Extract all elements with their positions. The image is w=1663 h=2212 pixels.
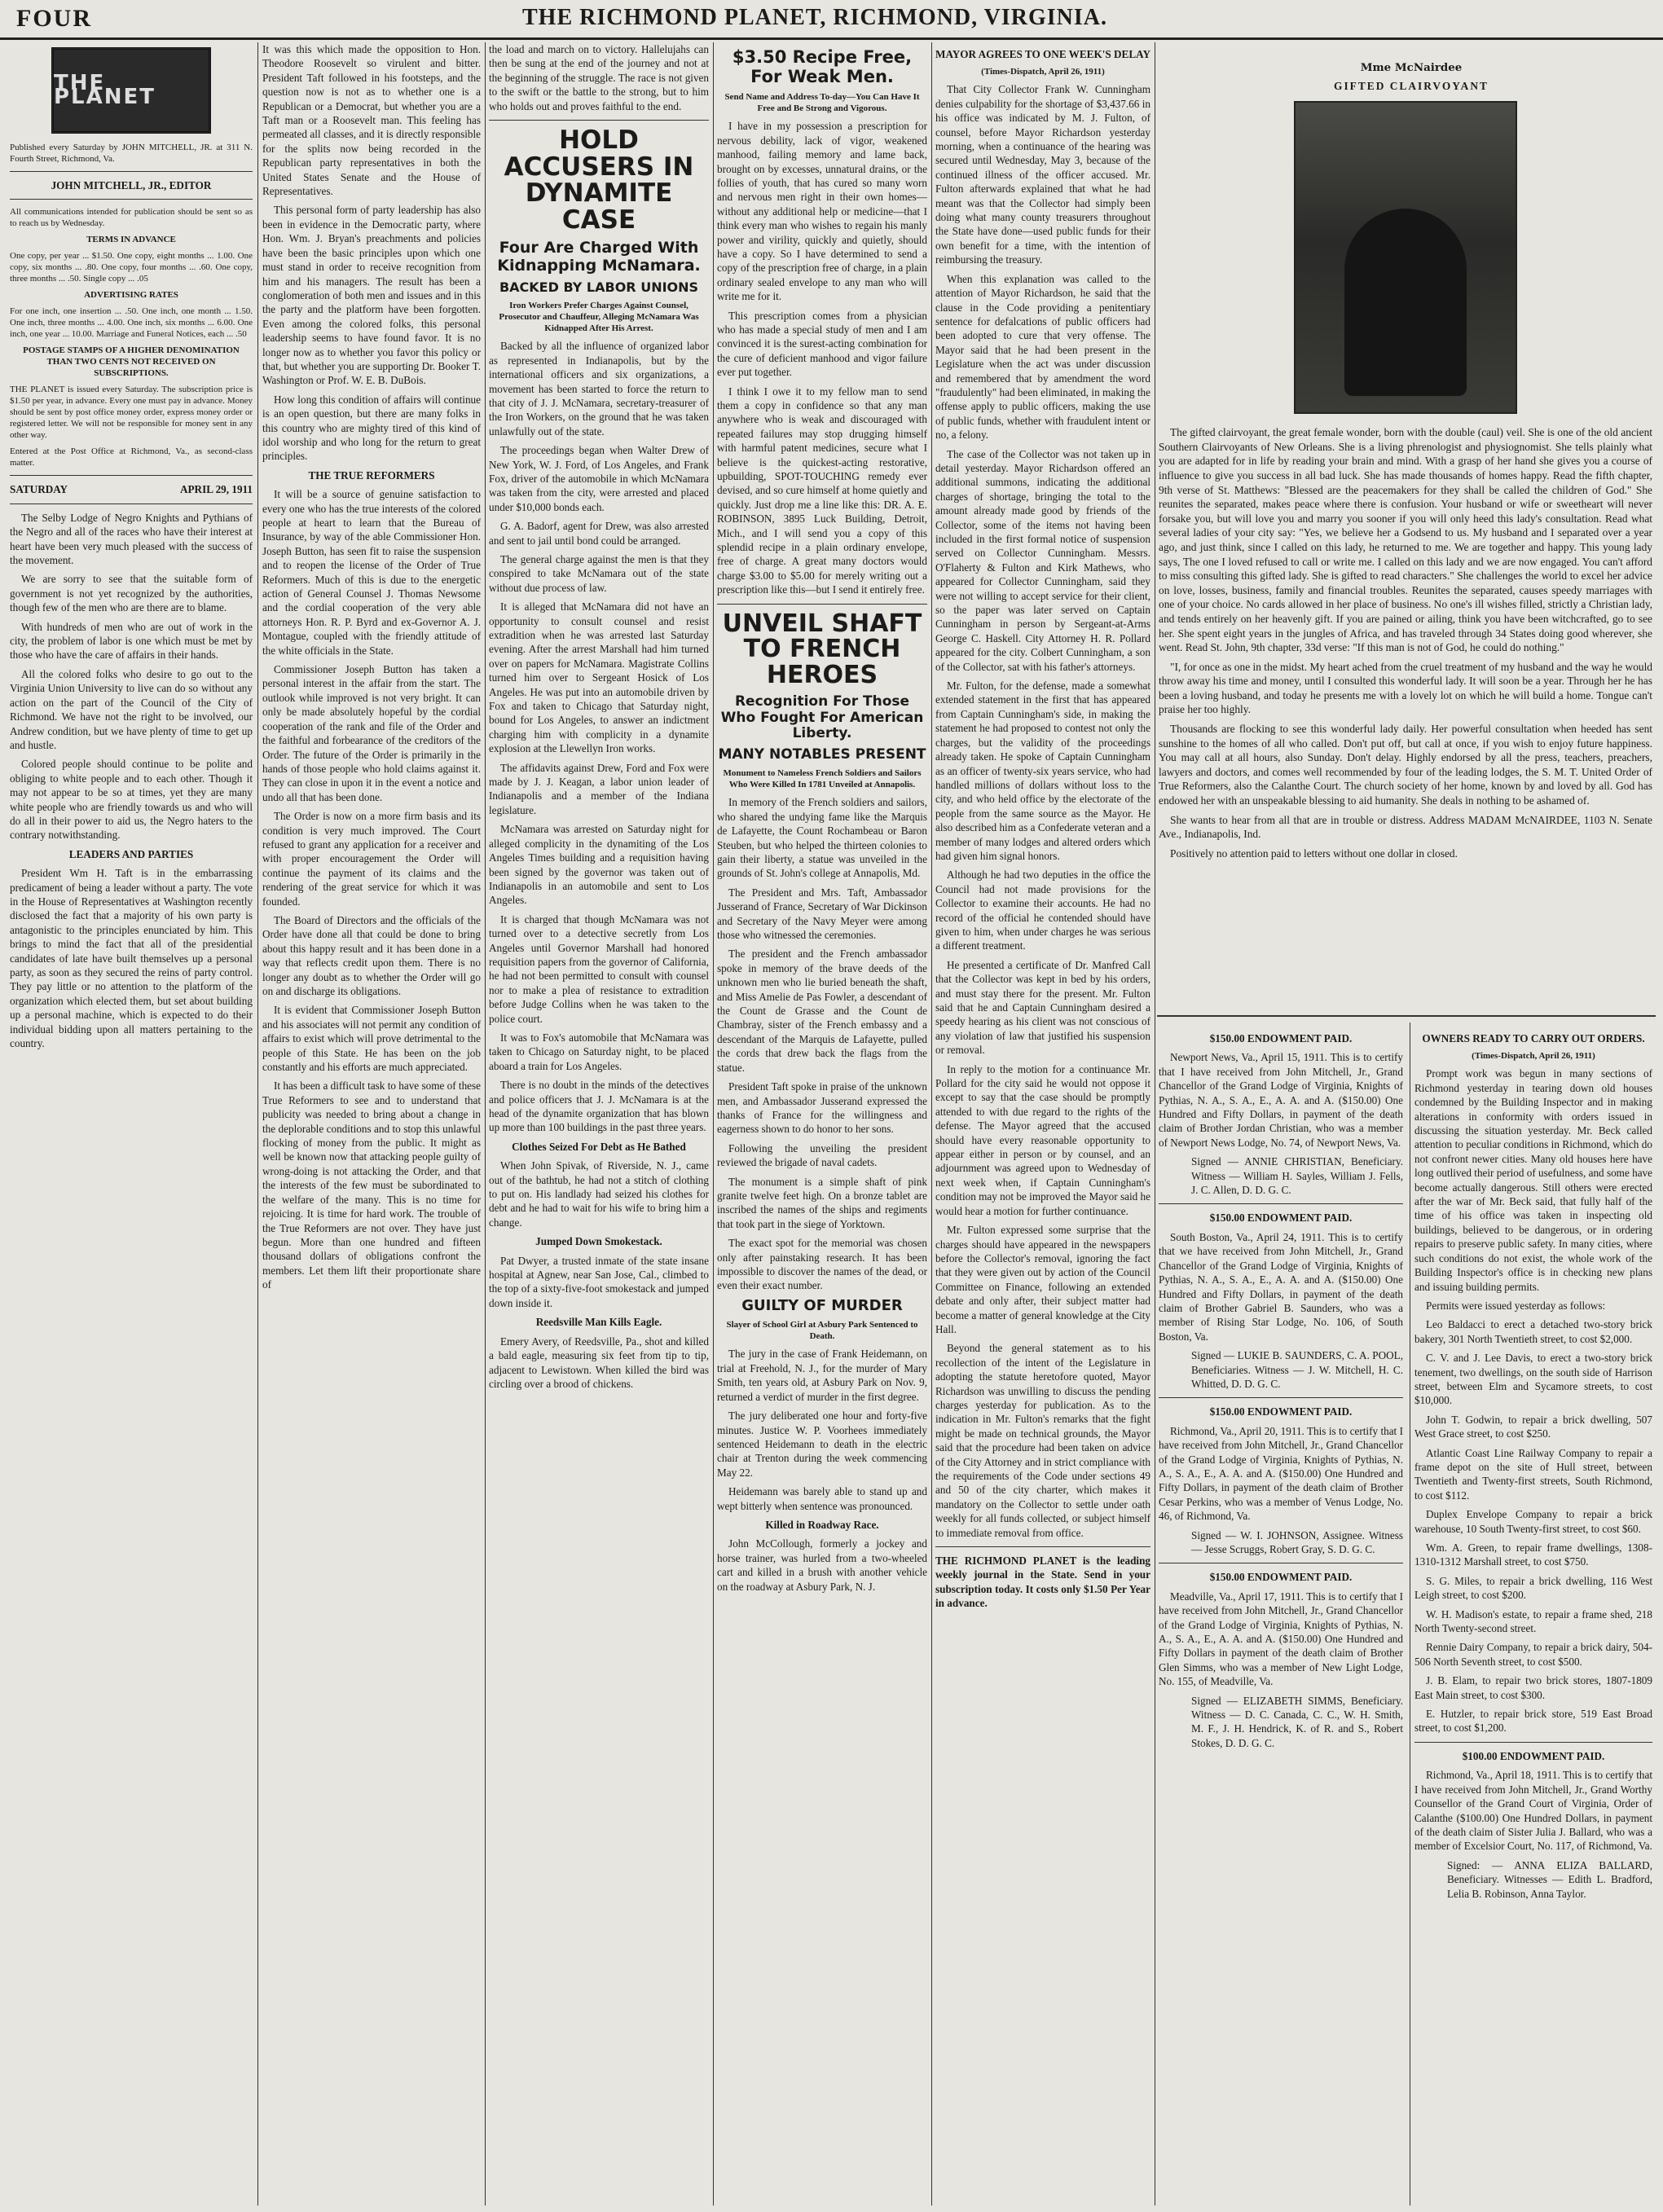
permit-item: Leo Baldacci to erect a detached two-story brick bakery, 301 North Twentieth street, to cost $2,000. [1414,1318,1652,1345]
editorial-paragraph: The Board of Directors and the officials of the Order have done all that could be done to bring about this happy result and it has been done in a way that reflects credit upon them. There is no longer any doubt as to whether the Order will go on and discharge its obligations. [262,913,481,997]
subheadline: MANY NOTABLES PRESENT [718,745,926,763]
editorial-paragraph: President Wm H. Taft is in the embarrassing predicament of being a leader without a party. The vote in the House of Representatives at Washington recently disclosed the fact that a majority of his own party is antagonistic to the principles enunciated by him. This brings to mind the fact that all of the presidential candidates of late have built themselves up a personal party, as soon as they secured the reins of party control. They pay little or no attention to the platform of the organization which elected them, but set about building up a personal machine, which is expected to do their individual bidding upon all matters pertaining to the country. [10,867,253,1050]
article-paragraph: The general charge against the men is that they conspired to take McNamara out of the state without due process of law. [489,552,709,594]
issue-date [10,482,253,496]
article-heading: Clothes Seized For Debt as He Bathed [512,1140,686,1153]
ad-paragraph: Thousands are flocking to see this wonderful lady daily. Her powerful consultation when heeded has sent sunshine to the homes of all who called. Don't put off, but call at once, if you wish to enjoy future happiness. You may call at all hours, also Sunday. Don't delay. Highly endorsed by all the press, teachers, preachers, lawyers and doctors, and comes well recommended by four of the leading lodges, the S. M. T. United Order of True Reformers, also the Calanthe Court. The church society of her home, known by and loved by all. God has endowed her with an unspeakable blessing to aid humanity. She deals in nothing to be ashamed of. [1159,723,1652,807]
ad-subtitle: GIFTED CLAIRVOYANT [1334,79,1489,92]
portrait-figure [1344,209,1467,396]
editorial-paragraph: We are sorry to see that the suitable form of government is not yet recognized by the authorities, though few of the men who are there are to blame. [10,573,253,614]
divider [10,199,253,200]
article-paragraph: It is alleged that McNamara did not have an opportunity to consult counsel and resist extradition when he was arrested last Saturday evening. After the arrest Marshall had him turned over on papers for McNamara. Magistrate Collins turned him over to Sergeant Hosick of Los Angeles. He was put into an automobile driven by Fox and taken to Chicago that Saturday night, bound for Los Angeles, to answer an indictment charging him with complicity in a dynamite explosion at the Llewellyn Iron works. [489,600,709,755]
endowment-signature: Signed — ELIZABETH SIMMS, Beneficiary. Witness — D. C. Canada, C. C., W. H. Smith, M. F., J. H. Hendrick, K. of R. and S., Robert Stokes, D. D. G. C. [1191,1694,1403,1749]
endowment-paragraph: Meadville, Va., April 17, 1911. This is to certify that I have received from John Mitchell, Jr., Grand Chancellor of the Grand Lodge of Virginia, Knights of Pythias, N. A., S. A., E., A. A. and A. ($150.00) One Hundred and Fifty Dollars in payment of the death claim of Brother Glen Simms, who was a member of New Light Lodge, No. 155, of Meadville, Va. [1159,1590,1403,1688]
terms-heading: TERMS IN ADVANCE [86,235,176,245]
article-paragraph: The case of the Collector was not taken up in detail yesterday. Mayor Richardson offered an additional summons, indicating the additional charges of shortage, bringing the total to the amount already made good by friends of the Collector, some of the items not having been included in the first formal notice of suspension served on Collector Cunningham. Messrs. O'Flaherty & Fulton and Kirk Mathews, who appeared for Collector Cunningham, said they were not willing to accept service for their client, so the paper was later served on Captain Cunningham in person by Sergeant-at-Arms George C. Haskell. City Attorney H. R. Pollard appeared for the city. Colbert Cunningham, a son of the Collector, sat with his father's attorneys. [935,447,1150,673]
article-paragraph: When John Spivak, of Riverside, N. J., came out of the bathtub, he had not a stitch of clothing to put on. His landlady had seized his clothes for debt and he had to wait for his wife to bring him a change. [489,1159,709,1229]
article-paragraph: The jury deliberated one hour and forty-five minutes. Justice W. P. Voorhees immediately sentenced Heidemann to death in the electric chair at Trenton during the week commencing May 22. [717,1409,927,1479]
permit-item: E. Hutzler, to repair brick store, 519 East Broad street, to cost $1,200. [1414,1708,1652,1735]
endowment-heading: $100.00 ENDOWMENT PAID. [1462,1749,1605,1762]
article-paragraph: McNamara was arrested on Saturday night for alleged complicity in the dynamiting of the Los Angeles Times building and a requisition having been signed by the governor was taken out of Indianapolis in an automobile and sent to Los Angeles. [489,823,709,907]
article-paragraph: The monument is a simple shaft of pink granite twelve feet high. On a bronze tablet are inscribed the names of the ships and regiments that took part in the siege of Yorktown. [717,1175,927,1230]
divider [935,1546,1150,1547]
endowment-paragraph: Newport News, Va., April 15, 1911. This is to certify that I have received from John Mitchell, Jr., Grand Chancellor of the Grand Lodge of Virginia, Knights of Pythias, N. A., S. A., E., A. A. and A. ($150.00) One Hundred and Fifty Dollars, in payment of the death claim of Brother Jordan Christian, who was a member of Newport News Lodge, No. 74, of Newport News, Va. [1159,1051,1403,1149]
headline: GUILTY OF MURDER [741,1296,903,1314]
endowment-heading: $150.00 ENDOWMENT PAID. [1209,1032,1353,1044]
endowment-heading: $150.00 ENDOWMENT PAID. [1209,1571,1353,1584]
editorial-paragraph: The Order is now on a more firm basis and its condition is very much improved. The Court refused to grant any application for a receiver and with proper encouragement the Order will continue the payment of its claims and the rendering of the great service for which it was founded. [262,810,481,908]
article-paragraph: Pat Dwyer, a trusted inmate of the state insane hospital at Agnew, near San Jose, Cal., climbed to the top of a sixty-five-foot smokestack and jumped down inside it. [489,1254,709,1309]
editorial-paragraph: It will be a source of genuine satisfaction to every one who has the true interests of the colored people at heart to learn that the Bureau of Insurance, by way of the able Commissioner Hon. Joseph Button, has seen fit to raise the suspension and to reopen the license of the Order of True Reformers. Much of this is due to the energetic action of General Counsel J. Thomas Newsome and the cordial cooperation of the very able attorneys Hon. R. P. Byrd and ex-Governor A. J. Montague, coupled with the friendly attitude of the white officials in the State. [262,488,481,657]
terms-list: One copy, per year ... $1.50. One copy, eight months ... 1.00. One copy, six months ... .80. One copy, four months ... .60. One copy, three months ... .50. Single copy ... .05 [10,251,253,284]
subheadline: BACKED BY LABOR UNIONS [499,279,699,295]
editorial-paragraph: Colored people should continue to be polite and obliging to white people and to each other. Though it may not appear to be so at times, yet they are many white people who are friendly towards us and who will do all in their power to aid us, the Negro haters to the contrary notwithstanding. [10,758,253,842]
endowment-paragraph: Richmond, Va., April 18, 1911. This is to certify that I have received from John Mitchell, Jr., Grand Worthy Counsellor of the Grand Court of Virginia, Order of Calanthe ($100.00) One Hundred Dollars, in payment of the death claim of Sister Julia J. Ballard, who was a member of Excelsior Court, No. 117, of Richmond, Va. [1414,1769,1652,1853]
editorial-paragraph: It has been a difficult task to have some of these True Reformers to see and to understand that publicity was needed to bring about a change in the deplorable conditions and to stop this unlawful flocking of money from the public. It might as well be known now that attacking people guilty of wrong-doing is not attacking the Order, and that the interests of the few must be subordinated to the welfare of the many. This is no time for rejoicing. It is time for hard work. The trouble of the True Reformers are not over. They have just begun. More than one hundred and fifteen thousand dollars of obligations confront the members. Let them lift their proportionate share of [262,1080,481,1291]
editorial-paragraph: How long this condition of affairs will continue is an open question, but there are many folks in this country who are mighty tired of this kind of idol worship and who long for the return to great principles. [262,393,481,463]
permit-item: C. V. and J. Lee Davis, to erect a two-story brick tenement, two dwellings, on the south side of Harrison street, between Elm and Sycamore streets, to cost $10,000. [1414,1352,1652,1407]
article-heading: Jumped Down Smokestack. [535,1235,662,1248]
column-5 [935,42,1150,2205]
issue-day: SATURDAY [10,483,68,496]
clairvoyant-ad [1159,61,1652,1010]
article-paragraph: the load and march on to victory. Hallelujahs can then be sung at the end of the journey and not at the beginning of the struggle. The race is not given to the swift or the battle to the strong, but to him who holds out and proves faithful to the end. [489,43,709,112]
endowment-signature: Signed — LUKIE B. SAUNDERS, C. A. POOL, Beneficiaries. Witness — J. W. Mitchell, H. C. Whitted, D. D. G. C. [1191,1349,1403,1390]
planet-logo: THE PLANET [51,47,211,134]
editorial-paragraph: This personal form of party leadership has also been in evidence in the Democratic party, where Hon. Wm. J. Bryan's preachments and policies have been the basic principles upon which one must stand in order to receive recognition from him and his managers. The result has been a conglomeration of both men and issues and in this the party and the platform have been forgotten. Even among the colored folks, this personal leadership seems to have found favor. It is no longer now as to whether you favor this policy or that, but whether you are supporting Dr. Booker T. Washington or Prof. W. E. B. DuBois. [262,204,481,387]
endowment-paragraph: Richmond, Va., April 20, 1911. This is to certify that I have received from John Mitchell, Jr., Grand Chancellor of the Grand Lodge of Virginia, Knights of Pythias, N. A., S. A., E., A. A. and A. ($150.00) One Hundred and Fifty Dollars, in payment of the death claim of Brother Cesar Perkins, who was a member of Venus Lodge, No. 46, of Richmond, Va. [1159,1424,1403,1523]
article-paragraph: Mr. Fulton, for the defense, made a somewhat extended statement in the first that has appeared from Captain Cunningham's side, in making the statement he had proposed to contest not only the charges, but the validity of the proceedings already taken. He spoke of Captain Cunningham as an officer of twenty-six years service, who had handled millions of dollars without loss to the city, and who held office by the electorate of the people from the same source as the Mayor. He also described him as a Confederate veteran and a member of many lodges and altered orders which had given him signal honors. [935,679,1150,862]
column-4 [717,42,927,2205]
article-paragraph: Heidemann was barely able to stand up and wept bitterly when sentence was pronounced. [717,1485,927,1512]
permit-item: Wm. A. Green, to repair frame dwellings, 1308-1310-1312 Marshall street, to cost $750. [1414,1541,1652,1568]
editorial-paragraph: The Selby Lodge of Negro Knights and Pythians of the Negro and all of the races who have their interest at heart have been very much pleased with the success of the movement. [10,511,253,567]
endowment-signature: Signed — W. I. JOHNSON, Assignee. Witness — Jesse Scruggs, Robert Gray, S. D. G. C. [1191,1528,1403,1555]
subheadline: Four Are Charged With Kidnapping McNamara. [497,239,701,275]
issue-date-value: APRIL 29, 1911 [179,483,253,496]
headline: UNVEIL SHAFT TO FRENCH HEROES [722,609,922,689]
section-rule [1157,1015,1656,1017]
ad-paragraph: She wants to hear from all that are in trouble or distress. Address MADAM McNAIRDEE, 1103 N. Senate Ave., Indianapolis, Ind. [1159,813,1652,841]
article-paragraph: Beyond the general statement as to his recollection of the intent of the Legislature in adopting the statute heretofore quoted, Mayor Richardson was unwilling to discuss the pending charges yesterday for publication. As to the indication in Mr. Fulton's remarks that the fight might be made on technical grounds, the Mayor said that the procedure had been taken on advice of the City Attorney and in strict compliance with the requirements of the Code under sections 49 and 50 of the city charter, which makes it mandatory on the Collector to settle under oath weekly for all funds collected, or subject himself to immediate removal from office. [935,1342,1150,1539]
editorial-paragraph: All the colored folks who desire to go out to the Virginia Union University to live can do so without any action on the part of the Council of the City of Richmond. We have not the right to be involved, our Andrew condition, but we have plenty of time to get up and hustle. [10,667,253,751]
article-heading: THE TRUE REFORMERS [308,468,435,482]
subscription-ad: THE RICHMOND PLANET is the leading weekly journal in the State. Send in your subscription today. It costs only $1.50 Per Year in advance. [935,1555,1150,1610]
article-paragraph: The jury in the case of Frank Heidemann, on trial at Freehold, N. J., for the murder of Mary Smith, ten years old, at Asbury Park on Nov. 9, returned a verdict of murder in the first degree. [717,1348,927,1403]
portrait-photo [1294,101,1517,414]
ad-paragraph: I think I owe it to my fellow man to send them a copy in confidence so that any man anywhere who is weak and discouraged with repeated failures may stop drugging himself with harmful patent medicines, secure what I believe is the quickest-acting restorative, upbuilding, SPOT-TOUCHING remedy ever devised, and so cure himself at home quietly and quickly. Just drop me a line like this: DR. A. E. ROBINSON, 3895 Luck Building, Detroit, Mich., and I will send you a copy of this splendid recipe in a plain ordinary envelope, free of charge. A great many doctors would charge $3.00 to $5.00 for merely writing out a prescription like this—but I send it entirely free. [717,385,927,596]
column-7 [1414,1027,1652,2205]
article-paragraph: When this explanation was called to the attention of Mayor Richardson, he said that the clause in the Code providing a penitentiary sentence for defalcations of public officers had been adopted to cure that very offense. The Mayor said that he had been present in the Legislature when the act was under discussion and remembered that by amendment the word "fraudulently" had been eliminated, in making the offense apply to public officers, making the use of public funds, whether with fraudulent intent or no, a felony. [935,272,1150,442]
article-paragraph: G. A. Badorf, agent for Drew, was also arrested and sent to jail until bond could be arranged. [489,520,709,547]
divider [489,120,709,121]
advertising-heading: ADVERTISING RATES [84,290,178,301]
article-paragraph: President Taft spoke in praise of the unknown men, and Ambassador Jusserand expressed the thanks of France for the willingness and eagerness shown to do honor to her sons. [717,1080,927,1136]
ad-paragraph: I have in my possession a prescription for nervous debility, lack of vigor, weakened manhood, failing memory and lame back, brought on by excesses, unnatural drains, or the follies of youth, that has cured so many worn and nervous men right in their own homes—without any additional help or medicine—that I think every man who wishes to regain his manly power and virility, quickly and quietly, should have a copy. So I have determined to send a copy of the prescription free of charge, in a plain ordinary sealed envelope to any man who will write me for it. [717,120,927,303]
permit-item: Rennie Dairy Company, to repair a brick dairy, 504-506 North Seventh street, to cost $500. [1414,1641,1652,1668]
permit-item: S. G. Miles, to repair a brick dwelling, 116 West Leigh street, to cost $200. [1414,1574,1652,1602]
column-3 [489,42,709,2205]
entered-notice: Entered at the Post Office at Richmond, Va., as second-class matter. [10,446,253,468]
permit-item: Duplex Envelope Company to repair a brick warehouse, 10 South Twenty-first street, to cost $60. [1414,1508,1652,1535]
article-paragraph: That City Collector Frank W. Cunningham denies culpability for the shortage of $3,437.66 in his office was indicated by M. J. Fulton, of counsel, before Mayor Richardson yesterday morning, when a continuance of the hearing was secured until Wednesday, May 3, because of the continued illness of the officer accused. Mr. Fulton afterwards explained that what he had meant was that the Collector had simply been doing what many county treasurers throughout the State have done—used public funds for their own benefit for a time, with the intention of reimbursing the treasury. [935,83,1150,266]
article-paragraph: There is no doubt in the minds of the detectives and police officers that J. J. McNamara is at the head of the dynamite organization that has blown up more than 100 buildings in the past three years. [489,1079,709,1134]
publisher-note: Published every Saturday by JOHN MITCHELL, JR. at 311 N. Fourth Street, Richmond, Va. [10,143,253,164]
article-paragraph: Although he had two deputies in the office the Council had not made provisions for the Collector to examine their accounts. He had no record of the official he contended should have given to him, when under charges he was serious a different treatment. [935,869,1150,952]
divider [717,604,927,605]
article-heading: LEADERS AND PARTIES [68,847,194,860]
column-2 [262,42,481,2205]
endowment-signature: Signed — ANNIE CHRISTIAN, Beneficiary. Witness — William H. Sayles, William J. Fells, J. C. Allen, D. D. G. C. [1191,1155,1403,1197]
divider [10,171,253,172]
endowment-paragraph: South Boston, Va., April 24, 1911. This is to certify that we have received from John Mitchell, Jr., Grand Chancellor of the Grand Lodge of Virginia, Knights of Pythias, N. A., S. A., E., A. A. and A. ($150.00) One Hundred and Fifty Dollars, in payment of the death claim of Brother Gabriel B. Saunders, who was a member of Rising Star Lodge, No. 106, of South Boston, Va. [1159,1230,1403,1343]
editorial-paragraph: It was this which made the opposition to Hon. Theodore Roosevelt so virulent and bitter. President Taft followed in his footsteps, and the question now is not as to whether one is a Republican or a Democrat, but whether you are a Taft man or a Roosevelt man. This feeling has permeated all classes, and it is directly responsible for the splits now being recorded in the Republican party representatives in both the United States Senate and the House of Representatives. [262,43,481,198]
endowment-heading: $150.00 ENDOWMENT PAID. [1209,1212,1353,1225]
article-paragraph: He presented a certificate of Dr. Manfred Call that the Collector was kept in bed by his orders, and must stay there for the present. Mr. Fulton said that he and Captain Cunningham desired a speedy hearing as his client was not conscious of any violation of law that justified his suspension or removal. [935,958,1150,1057]
article-heading: Reedsville Man Kills Eagle. [535,1316,662,1329]
page-number: FOUR [16,5,92,32]
endowment-signature: Signed: — ANNA ELIZA BALLARD, Beneficiary. Witnesses — Edith L. Bradford, Lelia B. Robinson, Anna Taylor. [1447,1858,1652,1900]
communications-notice: All communications intended for publication should be sent so as to reach us by Wednesday. [10,207,253,229]
permit-item: W. H. Madison's estate, to repair a frame shed, 218 North Twenty-second street. [1414,1607,1652,1635]
ad-paragraph: "I, for once as one in the midst. My heart ached from the cruel treatment of my husband and the way he would throw away his time and money, until I consulted this wonderful lady. It will soon be a year. Through her he has been a loving husband, and today he presents me with a lovely lot on which he will build a home. Tongue can't praise her too highly. [1159,660,1652,716]
article-paragraph: Prompt work was begun in many sections of Richmond yesterday in tearing down old houses condemned by the Building Inspector and in making alterations in conformity with orders issued in discussing the situation yesterday. Mr. Beck called attention to peculiar conditions in Richmond, which do not confront newer cities. Many old houses here have long outlived their period of usefulness, and some have become actually dangerous. Still others were erected after the war of Mr. Beck said, that fully half of the time of his office was taken in inspecting old buildings, believed to be dangerous, or in ordering repairs to preserve public safety. In many cities, where such conditions do not exist, the whole work of the Building Inspector's office is in checking new plans and issuing building permits. [1414,1067,1652,1293]
masthead [0,0,1663,40]
permit-item: Atlantic Coast Line Railway Company to repair a frame depot on the site of Hull street, between Twentieth and Twenty-first streets, South Richmond, to cost $112. [1414,1446,1652,1502]
headline: OWNERS READY TO CARRY OUT ORDERS. [1422,1032,1645,1044]
article-paragraph: John McCollough, formerly a jockey and horse trainer, was hurled from a two-wheeled cart and killed in a brush with another vehicle on the roadway at Asbury Park, N. J. [717,1537,927,1593]
divider [1159,1397,1403,1398]
column-1 [10,42,253,2205]
editor-line: JOHN MITCHELL, JR., EDITOR [51,179,212,191]
column-rule [257,42,258,2205]
permit-item: J. B. Elam, to repair two brick stores, 1807-1809 East Main street, to cost $300. [1414,1674,1652,1701]
article-paragraph: It is charged that though McNamara was not turned over to a detective secretly from Los Angeles until Governor Marshall had honored requisition papers from the governor of California, he had not been permitted to consult with counsel nor to make a plea of resistance to extradition before Judge Collins when he was taken to the police court. [489,913,709,1025]
ad-paragraph: This prescription comes from a physician who has made a special study of men and I am convinced it is the surest-acting combination for the cure of deficient manhood and vigor failure ever put together. [717,309,927,379]
ad-paragraph: Positively no attention paid to letters without one dollar in closed. [1170,847,1458,860]
article-paragraph: The affidavits against Drew, Ford and Fox were made by J. J. Keagan, a labor union leader of Indianapolis and a member of the Indiana legislature. [489,761,709,816]
article-paragraph: In memory of the French soldiers and sailors, who shared the undying fame like the Marquis de Lafayette, the Count Rochambeau or Baron Steuben, but who helped the thirteen colonies to gain their liberty, a statue was unveiled in the grounds of St. John's college at Annapolis, Md. [717,796,927,880]
ad-subheadline: Send Name and Address To-day—You Can Have It Free and Be Strong and Vigorous. [724,92,920,114]
article-heading: Killed in Roadway Race. [765,1518,879,1531]
editorial-paragraph: It is evident that Commissioner Joseph Button and his associates will not permit any condition of affairs to exist which will prove detrimental to the people of this State. He has been on the job constantly and his efforts are much appreciated. [262,1004,481,1074]
article-paragraph: The president and the French ambassador spoke in memory of the brave deeds of the unknown men who lie buried beneath the shaft, and Miss Amelie de Pas Fowler, a descendant of the Count de Grasse and the Count de Chambray, sister of the French embassy and a descendant of the Marquis de Lafayette, pulled the cords that drew back the flags from the statue. [717,948,927,1074]
editorial-paragraph: With hundreds of men who are out of work in the city, the problem of labor is one which must be met by those who have the care of affairs in their hands. [10,620,253,662]
article-paragraph: The proceedings began when Walter Drew of New York, W. J. Ford, of Los Angeles, and Frank Fox, driver of the automobile in which McNamara was taken from the city, were arrested and placed under $10,000 bonds each. [489,444,709,513]
article-paragraph: Emery Avery, of Reedsville, Pa., shot and killed a bald eagle, measuring six feet from tip to tip, adjacent to Lewistown. When killed the bird was circling over a brood of chickens. [489,1335,709,1390]
editorial-paragraph: Commissioner Joseph Button has taken a personal interest in the affair from the start. The outlook while improved is not very bright. It can only be made absolutely hopeful by the cordial cooperation of the rank and file of the Order and the faithful and forbearance of the creditors of the Order. The future of the Order is primarily in the hands of those people who hold claims against it. They can close in upon it in the event a notice and undo all that has been done. [262,663,481,803]
ad-title: Mme McNairdee [1360,61,1463,74]
ad-paragraph: The gifted clairvoyant, the great female wonder, born with the double (caul) veil. She is one of the old ancient Southern Clairvoyants of New Orleans. She is a living phrenologist and physiognomist. She tells plainly what you are adapted for in life by reading your brain and mind. With a grasp of her hand she gives you a course of influence to give you success in all bad luck. She has made thousands of homes happy. Read the fifth chapter, 9th verse of St. Matthews: "Blessed are the peacemakers for they shall be called the children of God." She reunites the separated, makes peace where there is confusion. Your husband or wife or sweetheart will never forsake you, but will love you and marry you sooner if you will only heed this lady's consultation. Read what several ladies of your city say: "Yes, we believe her a Godsend to us. My husband and I separated over a year ago, and just think, since I called on this lady, he returned to me. We are together and happy. This young lady says, The one I loved refused to call or write me. I called on this lady and we are now engaged. You can't afford to miss consulting this gifted lady. She is gifted to read characters." She challenges the world to excel her advice on love, losses, business, family and financial troubles. Reunites the separated, causes speedy marriages with one of your choice. No cards allowed in her place of business. No one's ill wishes filled, strictly a Christian lady, and tends entirely on her heavenly gift. If you are pained or ailing, think you have been witchcrafted, go to see her. She spent eight years in the jungles of Africa, and has traveled through 34 States doing good wherever, she went. Read St. John, 9th chapter, 33d verse: "If this man is not of God, he could do nothing." [1159,426,1652,654]
article-paragraph: Mr. Fulton expressed some surprise that the charges should have appeared in the newspapers before the Collector's removal, ignoring the fact that they were given out by action of the Council Committee on Finance, following an extended debate and only after, their subject matter had become a matter of general knowledge at the City Hall. [935,1224,1150,1335]
masthead-title: THE RICHMOND PLANET, RICHMOND, VIRGINIA. [521,5,1107,30]
article-paragraph: Backed by all the influence of organized labor as represented in Indianapolis, but by the international officers and six organizations, a movement has been started to force the return to that city of J. J. McNamara, secretary-treasurer of the Iron Workers, on the ground that he was taken unlawfully out of the state. [489,340,709,438]
dateline: (Times-Dispatch, April 26, 1911) [981,67,1105,77]
article-paragraph: It was to Fox's automobile that McNamara was taken to Chicago on Saturday night, to be placed aboard a train for Los Angeles. [489,1031,709,1072]
endowment-column [1159,1027,1403,2205]
dateline: (Times-Dispatch, April 26, 1911) [1472,1051,1595,1062]
column-rule [713,42,714,2205]
advertising-rates: For one inch, one insertion ... .50. One inch, one month ... 1.50. One inch, three months ... 4.00. One inch, six months ... 6.00. One inch, one year ... 10.00. Marriage and Funeral Notices, each ... .50 [10,306,253,340]
article-paragraph: The exact spot for the memorial was chosen only after painstaking research. It has been impossible to discover the names of the dead, or even their exact number. [717,1237,927,1292]
deck: Iron Workers Prefer Charges Against Counsel, Prosecutor and Chauffeur, Alleging McNamara Was Kidnapped After His Arrest. [499,301,699,334]
article-paragraph: The President and Mrs. Taft, Ambassador Jusserand of France, Secretary of War Dickinson and Secretary of the Navy Meyer were among those who witnessed the ceremonies. [717,886,927,942]
article-paragraph: Permits were issued yesterday as follows: [1426,1299,1606,1312]
column-rule [931,42,932,2205]
deck: Slayer of School Girl at Asbury Park Sentenced to Death. [726,1320,918,1342]
subheadline: Recognition For Those Who Fought For American Liberty. [720,693,924,742]
divider [1414,1742,1652,1743]
headline: HOLD ACCUSERS IN DYNAMITE CASE [504,125,694,235]
postage-notice: POSTAGE STAMPS OF A HIGHER DENOMINATION THAN TWO CENTS NOT RECEIVED ON SUBSCRIPTIONS. [23,345,240,379]
divider [1159,1203,1403,1204]
article-paragraph: In reply to the motion for a continuance Mr. Pollard for the city said he would not oppose it except to say that the case should be promptly attended to with due regard to the rights of the defense. The Mayor agreed that the accused should have every reasonable opportunity to appear either in person or by counsel, and an adjournment was agreed upon to Wednesday of next week when, if Captain Cunningham's condition may not be improved the Mayor said he would hear a motion for further continuance. [935,1062,1150,1217]
column-rule [485,42,486,2205]
endowment-heading: $150.00 ENDOWMENT PAID. [1209,1405,1353,1418]
ad-headline: $3.50 Recipe Free, For Weak Men. [732,47,913,87]
headline: MAYOR AGREES TO ONE WEEK'S DELAY [935,48,1150,60]
divider [10,475,253,476]
planet-notice: THE PLANET is issued every Saturday. The subscription price is $1.50 per year, in advance. Every one must pay in advance. Money should be sent by post office money order, express money order or registered letter. We will not be responsible for money sent in any other way. [10,385,253,441]
deck: Monument to Nameless French Soldiers and Sailors Who Were Killed In 1781 Unveiled at Annapolis. [723,768,922,790]
article-paragraph: Following the unveiling the president reviewed the brigade of naval cadets. [717,1141,927,1169]
permit-item: John T. Godwin, to repair a brick dwelling, 507 West Grace street, to cost $250. [1414,1413,1652,1440]
